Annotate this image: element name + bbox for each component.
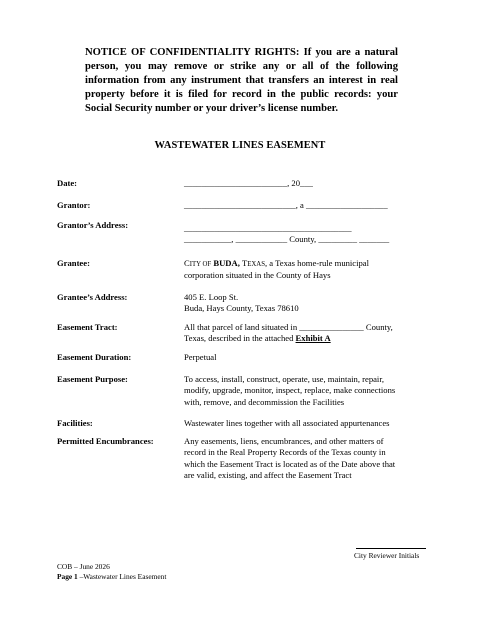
easement-purpose-line-1: To access, install, construct, operate, use, maintain, repair, bbox=[184, 374, 384, 384]
footer-revision: COB – June 2026 bbox=[57, 562, 110, 571]
grantee-address-line-1: 405 E. Loop St. bbox=[184, 292, 239, 302]
grantee-state-rest: EXAS bbox=[247, 261, 265, 268]
city-reviewer-initials-label: City Reviewer Initials bbox=[354, 551, 420, 560]
city-reviewer-initials-block bbox=[354, 548, 426, 560]
easement-tract-line-2-prefix: Texas, described in the attached bbox=[184, 333, 296, 344]
confidentiality-notice: NOTICE OF CONFIDENTIALITY RIGHTS: If you are a natural person, you may remove or strike any or all of the following information from any instrument that transfers an interest in real property before it is filed for record in the public records: your Social Security number or your driver’s license number. bbox=[85, 47, 398, 114]
grantor-label: Grantor: bbox=[57, 200, 91, 210]
facilities-value: Wastewater lines together with all associated appurtenances bbox=[184, 418, 390, 428]
easement-tract-line-1: All that parcel of land situated in _______________ County, bbox=[184, 322, 393, 332]
grantee-city-initial: C bbox=[184, 258, 190, 268]
grantee-line-1-tail: , a Texas home-rule municipal bbox=[265, 258, 370, 268]
footer-page-number: Page 1 bbox=[57, 572, 78, 582]
grantee-label: Grantee: bbox=[57, 258, 90, 268]
footer-page bbox=[57, 572, 166, 582]
grantee-state-initial: T bbox=[242, 258, 248, 268]
easement-tract-label: Easement Tract: bbox=[57, 322, 118, 332]
grantee-city-name: BUDA, bbox=[211, 258, 242, 268]
easement-purpose-line-3: with, remove, and decommission the Facilities bbox=[184, 396, 345, 407]
permitted-encumbrances-line-1: Any easements, liens, encumbrances, and other matters of bbox=[184, 436, 384, 446]
page-footer bbox=[57, 562, 166, 583]
permitted-encumbrances-line-4: are valid, existing, and affect the Easement Tract bbox=[184, 470, 352, 481]
easement-purpose-line-2: modify, upgrade, monitor, inspect, replace, make connections bbox=[184, 385, 396, 396]
easement-tract-value bbox=[184, 322, 436, 345]
easement-duration-label: Easement Duration: bbox=[57, 352, 132, 362]
grantor-value: __________________________, a ___________________ bbox=[184, 200, 388, 210]
permitted-encumbrances-line-2: record in the Real Property Records of the Texas county in bbox=[184, 447, 386, 458]
date-value: ________________________, 20___ bbox=[184, 178, 313, 188]
grantor-address-value bbox=[184, 220, 436, 246]
grantee-address-line-2: Buda, Hays County, Texas 78610 bbox=[184, 303, 299, 314]
grantee-address-value bbox=[184, 292, 436, 315]
permitted-encumbrances-value bbox=[184, 436, 436, 482]
footer-document-name: –Wastewater Lines Easement bbox=[77, 572, 167, 582]
easement-purpose-value bbox=[184, 374, 436, 408]
grantor-address-label: Grantor’s Address: bbox=[57, 220, 129, 230]
exhibit-a-reference: Exhibit A bbox=[295, 333, 331, 344]
grantee-line-2: corporation situated in the County of Hays bbox=[184, 270, 331, 281]
grantee-line-1 bbox=[184, 258, 436, 270]
date-label: Date: bbox=[57, 178, 78, 188]
grantee-address-label: Grantee’s Address: bbox=[57, 292, 128, 302]
facilities-label: Facilities: bbox=[57, 418, 93, 428]
grantee-value bbox=[184, 258, 436, 282]
initials-signature-line bbox=[356, 548, 426, 549]
permitted-encumbrances-line-3: which the Easement Tract is located as of the Date above that bbox=[184, 458, 396, 469]
grantor-address-line-2: ___________, ____________ County, _________ _______ bbox=[184, 234, 390, 245]
permitted-encumbrances-label: Permitted Encumbrances: bbox=[57, 436, 154, 446]
easement-tract-line-2 bbox=[184, 333, 436, 344]
grantor-address-line-1: _______________________________________ bbox=[184, 223, 352, 233]
easement-purpose-label: Easement Purpose: bbox=[57, 374, 128, 384]
document-title: WASTEWATER LINES EASEMENT bbox=[154, 140, 326, 151]
easement-duration-value: Perpetual bbox=[184, 352, 217, 362]
grantee-city-rest: ITY OF bbox=[189, 261, 212, 268]
